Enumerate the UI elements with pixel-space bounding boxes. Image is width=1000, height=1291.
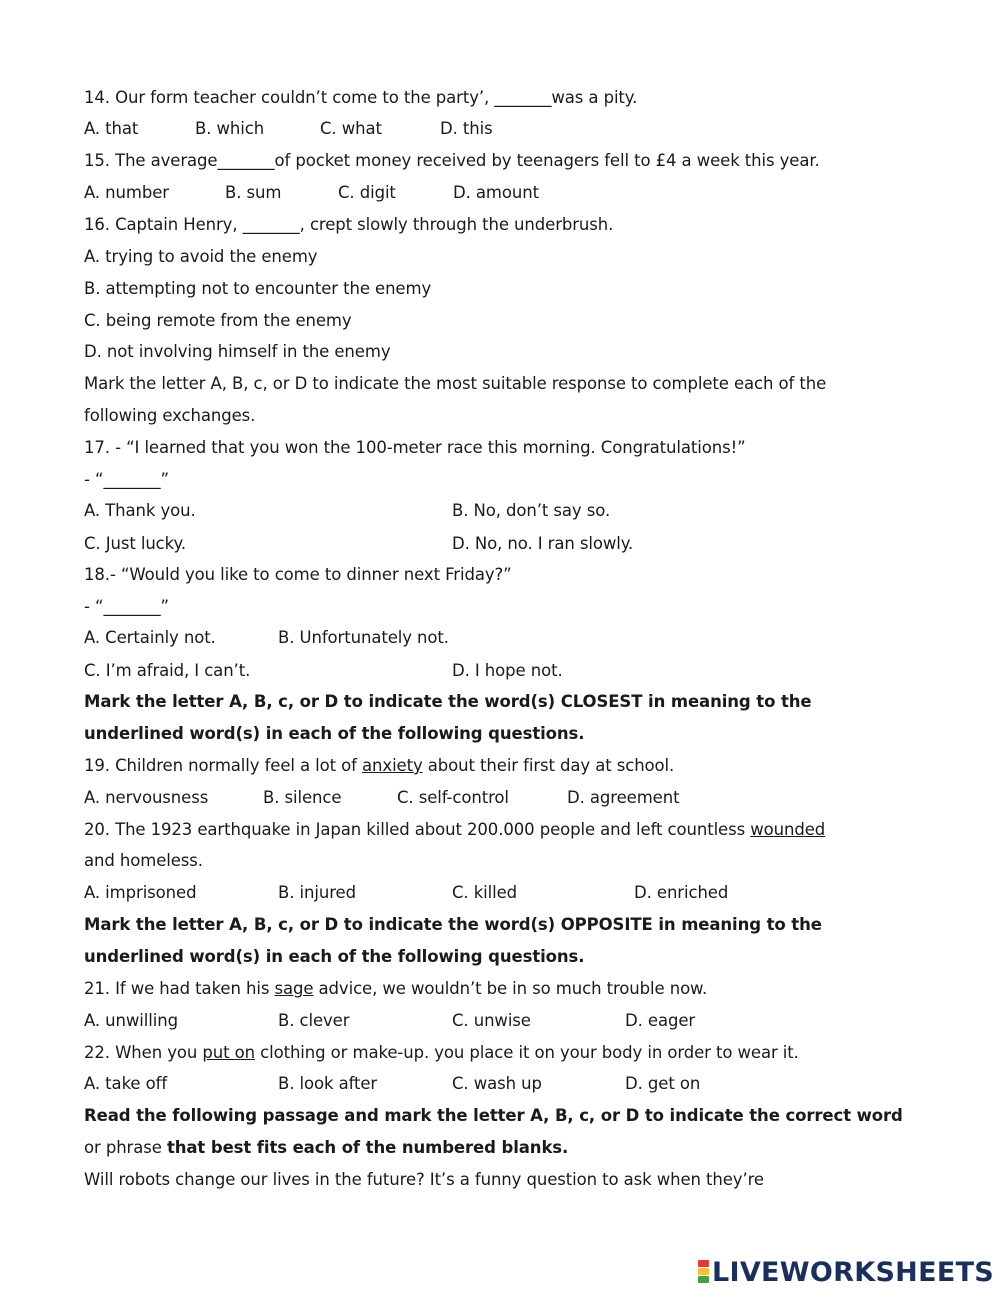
question-15-text: 15. The average_______of pocket money received by teenagers fell to £4 a week this year. (84, 151, 820, 170)
q20-option-c: C. killed (452, 883, 518, 902)
question-20-text (84, 820, 825, 840)
instruction-passage-line2 (84, 1138, 568, 1158)
q21-option-d: D. eager (625, 1011, 696, 1030)
q14-option-c: C. what (320, 119, 382, 138)
logo-block-red (698, 1260, 709, 1267)
question-17-reply: - “_______” (84, 470, 169, 489)
question-16-text: 16. Captain Henry, _______, crept slowly through the underbrush. (84, 215, 614, 234)
q18-option-d: D. I hope not. (452, 661, 563, 680)
instruction-passage-normal: or phrase (84, 1138, 167, 1157)
q18-option-c: C. I’m afraid, I can’t. (84, 661, 251, 680)
q20-option-b: B. injured (278, 883, 356, 902)
instruction-passage-bold: that best fits each of the numbered blanks. (166, 1138, 569, 1157)
question-14-text: 14. Our form teacher couldn’t come to the party’, _______was a pity. (84, 88, 638, 107)
q16-option-a: A. trying to avoid the enemy (84, 247, 318, 266)
question-19-text (84, 756, 674, 776)
passage-line1: Will robots change our lives in the future? It’s a funny question to ask when they’re (84, 1170, 764, 1189)
question-20-line2: and homeless. (84, 851, 203, 870)
q19-option-b: B. silence (263, 788, 342, 807)
q22-underlined-word: put on (202, 1043, 255, 1062)
q17-option-b: B. No, don’t say so. (452, 501, 611, 520)
q15-option-c: C. digit (338, 183, 396, 202)
instruction-closest-line1: Mark the letter A, B, c, or D to indicate the word(s) CLOSEST in meaning to the (84, 692, 812, 711)
q21-option-a: A. unwilling (84, 1011, 178, 1030)
liveworksheets-logo-text: LIVEWORKSHEETS (712, 1256, 995, 1288)
q15-option-a: A. number (84, 183, 169, 202)
instruction-passage-line1: Read the following passage and mark the letter A, B, c, or D to indicate the correct word (84, 1106, 903, 1125)
instruction-opposite-line1: Mark the letter A, B, c, or D to indicate the word(s) OPPOSITE in meaning to the (84, 915, 822, 934)
q18-option-b: B. Unfortunately not. (278, 628, 449, 647)
q22-option-c: C. wash up (452, 1074, 542, 1093)
q20-option-a: A. imprisoned (84, 883, 197, 902)
question-18-reply: - “_______” (84, 597, 169, 616)
instruction-exchange-line1: Mark the letter A, B, c, or D to indicate the most suitable response to complete each of the (84, 374, 827, 393)
question-18-text: 18.- “Would you like to come to dinner next Friday?” (84, 565, 512, 584)
q19-pre: 19. Children normally feel a lot of (84, 756, 363, 775)
q19-underlined-word: anxiety (362, 756, 423, 775)
q19-option-c: C. self-control (397, 788, 509, 807)
q21-option-c: C. unwise (452, 1011, 531, 1030)
q22-option-d: D. get on (625, 1074, 701, 1093)
logo-block-yellow (698, 1268, 709, 1275)
q20-pre: 20. The 1923 earthquake in Japan killed about 200.000 people and left countless (84, 820, 751, 839)
q15-option-d: D. amount (453, 183, 539, 202)
q19-option-d: D. agreement (567, 788, 680, 807)
instruction-exchange-line2: following exchanges. (84, 406, 256, 425)
instruction-opposite-line2: underlined word(s) in each of the following questions. (84, 947, 585, 966)
logo-block-green (698, 1276, 709, 1283)
q20-option-d: D. enriched (634, 883, 729, 902)
q21-pre: 21. If we had taken his (84, 979, 275, 998)
q22-option-b: B. look after (278, 1074, 378, 1093)
q17-option-c: C. Just lucky. (84, 534, 186, 553)
question-21-text (84, 979, 707, 999)
question-22-text (84, 1043, 799, 1063)
q16-option-c: C. being remote from the enemy (84, 311, 352, 330)
q22-post: clothing or make-up. you place it on your body in order to wear it. (254, 1043, 799, 1062)
liveworksheets-logo (698, 1257, 994, 1287)
instruction-closest-line2: underlined word(s) in each of the following questions. (84, 724, 585, 743)
q19-option-a: A. nervousness (84, 788, 209, 807)
q14-option-d: D. this (440, 119, 493, 138)
q22-pre: 22. When you (84, 1043, 203, 1062)
q16-option-b: B. attempting not to encounter the enemy (84, 279, 432, 298)
liveworksheets-logo-icon (698, 1260, 709, 1284)
q21-post: advice, we wouldn’t be in so much trouble now. (313, 979, 708, 998)
q14-option-b: B. which (195, 119, 265, 138)
question-17-text: 17. - “I learned that you won the 100-meter race this morning. Congratulations!” (84, 438, 746, 457)
q19-post: about their first day at school. (422, 756, 675, 775)
q15-option-b: B. sum (225, 183, 282, 202)
q16-option-d: D. not involving himself in the enemy (84, 342, 391, 361)
q21-option-b: B. clever (278, 1011, 350, 1030)
q21-underlined-word: sage (274, 979, 314, 998)
q20-underlined-word: wounded (750, 820, 826, 839)
q18-option-a: A. Certainly not. (84, 628, 216, 647)
q17-option-d: D. No, no. I ran slowly. (452, 534, 634, 553)
q14-option-a: A. that (84, 119, 139, 138)
q22-option-a: A. take off (84, 1074, 168, 1093)
q17-option-a: A. Thank you. (84, 501, 196, 520)
